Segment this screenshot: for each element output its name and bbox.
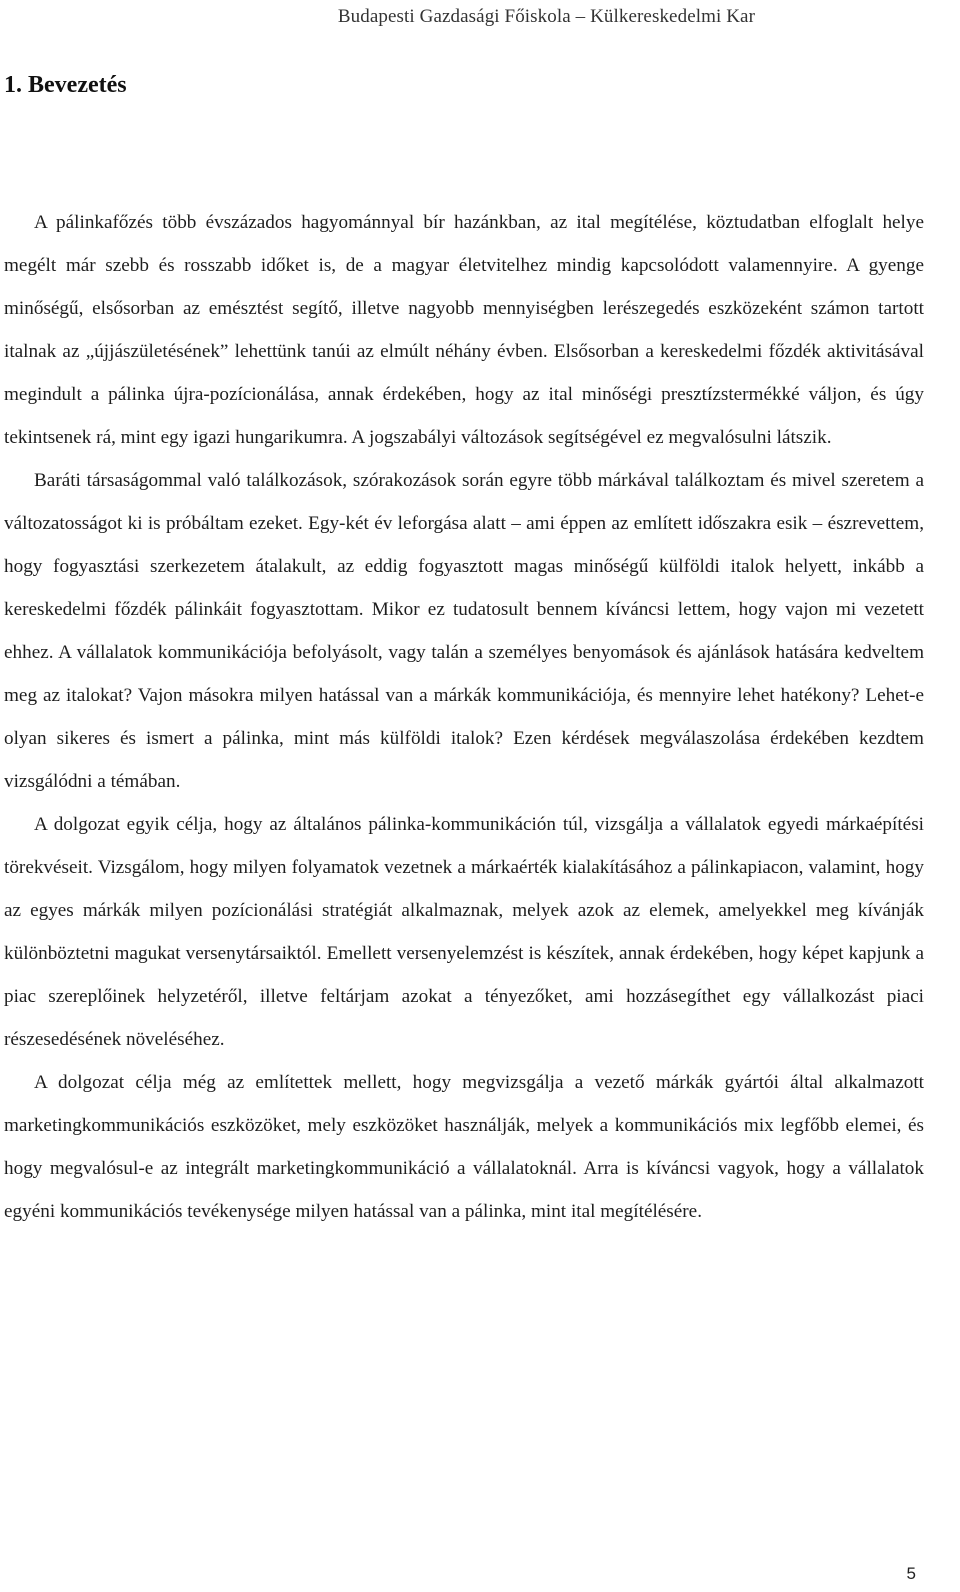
paragraph-intro: A pálinkafőzés több évszázados hagyománnyal bír hazánkban, az ital megítélése, köztudatban elfoglalt helye megélt már szebb és rosszabb időket is, de a magyar életvitelhez mindig kapcsolódott valamennyire. A gyenge minőségű, elsősorban az emésztést segítő, illetve nagyobb mennyiségben lerészegedés eszközeként számon tartott italnak az „újjászületésének” lehettünk tanúi az elmúlt néhány évben. Elsősorban a kereskedelmi főzdék aktivitásával megindult a pálinka újra-pozícionálása, annak érdekében, hogy az ital minőségi presztízstermékké váljon, és úgy tekintsenek rá, mint egy igazi hungarikumra. A jogszabályi változások segítségével ez megvalósulni látszik. — [4, 212, 924, 448]
body-text — [4, 201, 924, 1233]
section-title: 1. Bevezetés — [4, 72, 127, 98]
paragraph-aim-1: A dolgozat egyik célja, hogy az általános pálinka-kommunikáción túl, vizsgálja a vállalatok egyedi márkaépítési törekvéseit. Vizsgálom, hogy milyen folyamatok vezetnek a márkaérték kialakításához a pálinkapiacon, valamint, hogy az egyes márkák milyen pozícionálási stratégiát alkalmaznak, melyek azok az elemek, amelyekkel meg kívánják különböztetni magukat versenytársaiktól. Emellett versenyelemzést is készítek, annak érdekében, hogy képet kapjunk a piac szereplőinek helyzetéről, illetve feltárjam azokat a tényezőket, ami hozzásegíthet egy vállalkozást piaci részesedésének növeléséhez. — [4, 814, 924, 1050]
paragraph-motivation: Baráti társaságommal való találkozások, szórakozások során egyre több márkával találkoztam és mivel szeretem a változatosságot ki is próbáltam ezeket. Egy-két év leforgása alatt – ami éppen az említett időszakra esik – észrevettem, hogy fogyasztási szerkezetem átalakult, az eddig fogyasztott magas minőségű külföldi italok helyett, inkább a kereskedelmi főzdék pálinkáit fogyasztottam. Mikor ez tudatosult bennem kíváncsi lettem, hogy vajon mi vezetett ehhez. A vállalatok kommunikációja befolyásolt, vagy talán a személyes benyomások és ajánlások hatására kedveltem meg az italokat? Vajon másokra milyen hatással van a márkák kommunikációja, és mennyire lehet hatékony? Lehet-e olyan sikeres és ismert a pálinka, mint más külföldi italok? Ezen kérdések megválaszolása érdekében kezdtem vizsgálódni a témában. — [4, 470, 924, 792]
running-header: Budapesti Gazdasági Főiskola – Külkereskedelmi Kar — [337, 6, 755, 27]
page-number: 5 — [906, 1564, 916, 1583]
paragraph-aim-2: A dolgozat célja még az említettek mellett, hogy megvizsgálja a vezető márkák gyártói által alkalmazott marketingkommunikációs eszközöket, mely eszközöket használják, melyek a kommunikációs mix legfőbb elemei, és hogy megvalósul-e az integrált marketingkommunikáció a vállalatoknál. Arra is kíváncsi vagyok, hogy a vállalatok egyéni kommunikációs tevékenysége milyen hatással van a pálinka, mint ital megítélésére. — [4, 1072, 924, 1222]
